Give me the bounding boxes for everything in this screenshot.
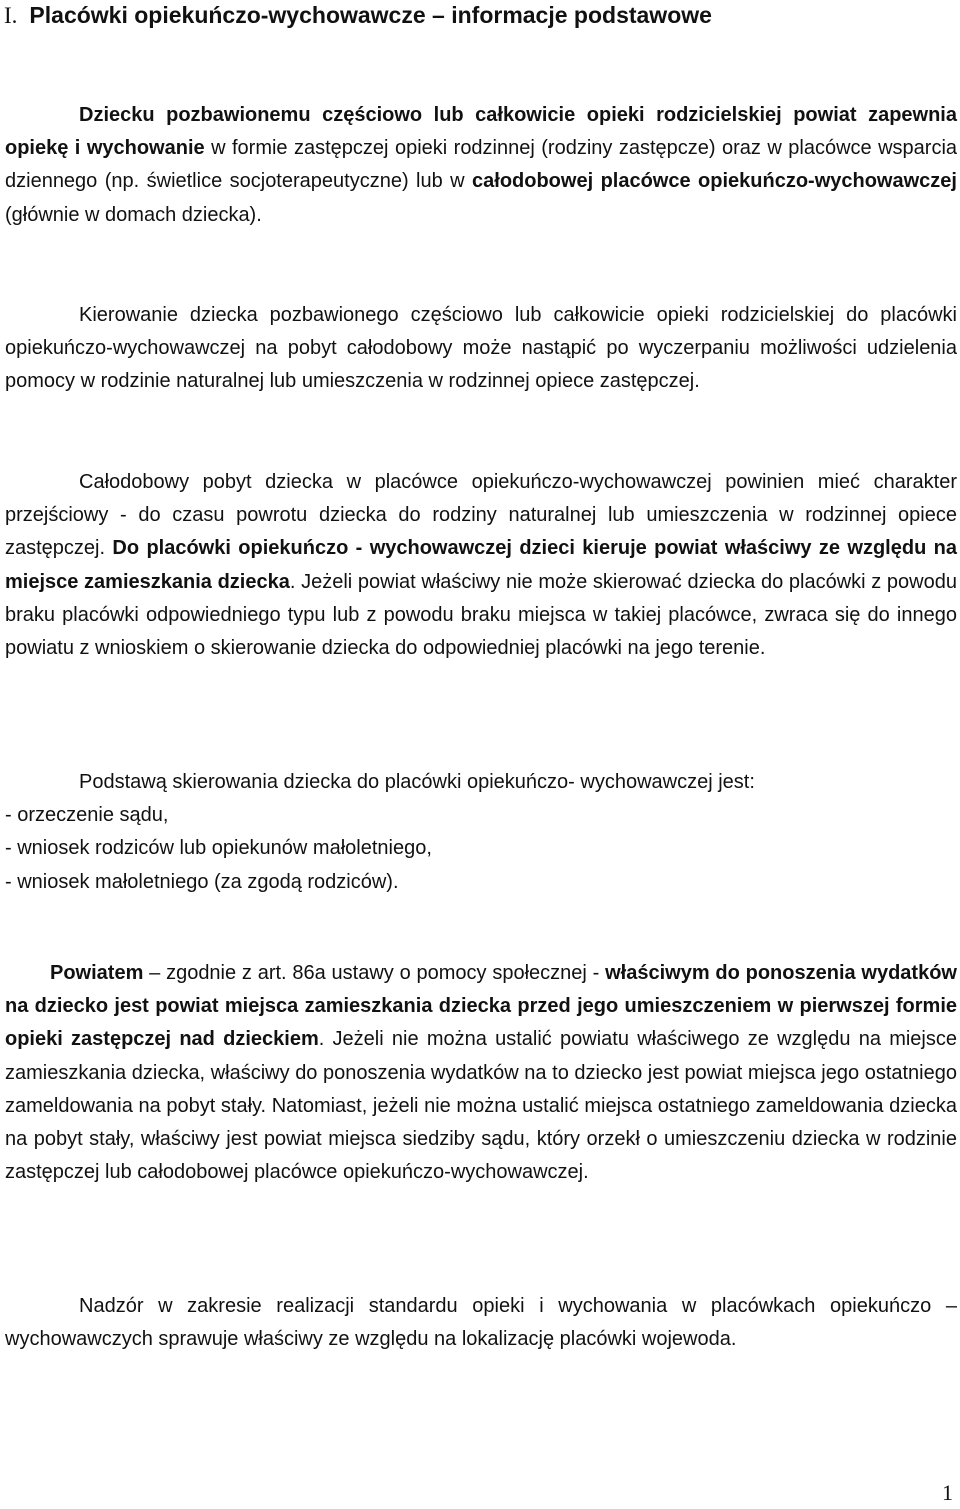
p3-bold-1: Do placówki opiekuńczo - wychowawczej dzieci kieruje powiat właściwy ze względu na miejsce zamieszkania dziecka — [5, 537, 957, 593]
paragraph-referral-conditions — [5, 299, 957, 399]
list-item: - wniosek rodziców lub opiekunów małoletniego, — [5, 837, 432, 860]
p1-bold-2: całodobowej placówce opiekuńczo-wychowawczej — [472, 170, 957, 193]
referral-basis-lead: Podstawą skierowania dziecka do placówki opiekuńczo- wychowawczej jest: — [79, 771, 755, 793]
p4-bold-1: Powiatem — [50, 962, 144, 984]
section-number: I. — [4, 3, 18, 28]
list-item: - wniosek małoletniego (za zgodą rodziców). — [5, 870, 399, 893]
p1-text-2: (głównie w domach dziecka). — [5, 203, 262, 226]
p3-text-1: Całodobowy pobyt dziecka w placówce opiekuńczo-wychowawczej powinien mieć charakter przejściowy - do czasu powrotu dziecka do rodziny naturalnej lub umieszczenia w rodzinnej opiece zastępczej. — [5, 471, 957, 560]
section-heading — [4, 0, 712, 31]
page-number: 1 — [942, 1480, 953, 1505]
p4-bold-2: właściwym do ponoszenia wydatków na dziecko jest powiat miejsca zamieszkania dziecka przed jego umieszczeniem w pierwszej formie opieki zastępczej nad dzieckiem — [5, 962, 957, 1051]
paragraph-responsible-county — [5, 957, 957, 1189]
p3-text-2: . Jeżeli powiat właściwy nie może skierować dziecka do placówki z powodu braku placówki odpowiedniego typu lub z powodu braku miejsca w takiej placówce, zwraca się do innego powiatu z wnioskiem o skierowanie dziecka do odpowiedniej placówki na jego terenie. — [5, 570, 957, 660]
list-item: - orzeczenie sądu, — [5, 804, 169, 827]
p5-text-1: Nadzór w zakresie realizacji standardu opieki i wychowania w placówkach opiekuńczo – wychowawczych sprawuje właściwy ze względu na lokalizację placówki wojewoda. — [5, 1295, 957, 1351]
p4-text-1: – zgodnie z art. 86a ustawy o pomocy społecznej - — [143, 962, 606, 984]
p1-bold-1: Dziecku pozbawionemu częściowo lub całkowicie opieki rodzicielskiej powiat zapewnia opiekę i wychowanie — [5, 104, 957, 160]
section-title: Placówki opiekuńczo-wychowawcze – informacje podstawowe — [29, 2, 712, 28]
p2-text-1: Kierowanie dziecka pozbawionego częściowo lub całkowicie opieki rodzicielskiej do placówki opiekuńczo-wychowawczej na pobyt całodobowy może nastąpić po wyczerpaniu możliwości udzielenia pomocy w rodzinie naturalnej lub umieszczenia w rodzinnej opiece zastępczej. — [5, 304, 957, 393]
p4-text-2: . Jeżeli nie można ustalić powiatu właściwego ze względu na miejsce zamieszkania dziecka, właściwy do ponoszenia wydatków na to dziecko jest powiat miejsca jego ostatniego zameldowania na pobyt stały. Natomiast, jeżeli nie można ustalić miejsca ostatniego zameldowania dziecka na pobyt stały, właściwy jest powiat miejsca siedziby sądu, który orzekł o umieszczeniu dziecka w rodzinie zastępczej lub całodobowej placówce opiekuńczo-wychowawczej. — [5, 1028, 957, 1184]
paragraph-custody-forms — [5, 99, 957, 232]
referral-basis-list — [5, 766, 957, 899]
p1-text-1: w formie zastępczej opieki rodzinnej (rodziny zastępcze) oraz w placówce wsparcia dziennego (np. świetlice socjoterapeutyczne) lub w — [5, 137, 958, 193]
paragraph-temporary-stay — [5, 466, 957, 665]
paragraph-supervision — [5, 1290, 957, 1356]
